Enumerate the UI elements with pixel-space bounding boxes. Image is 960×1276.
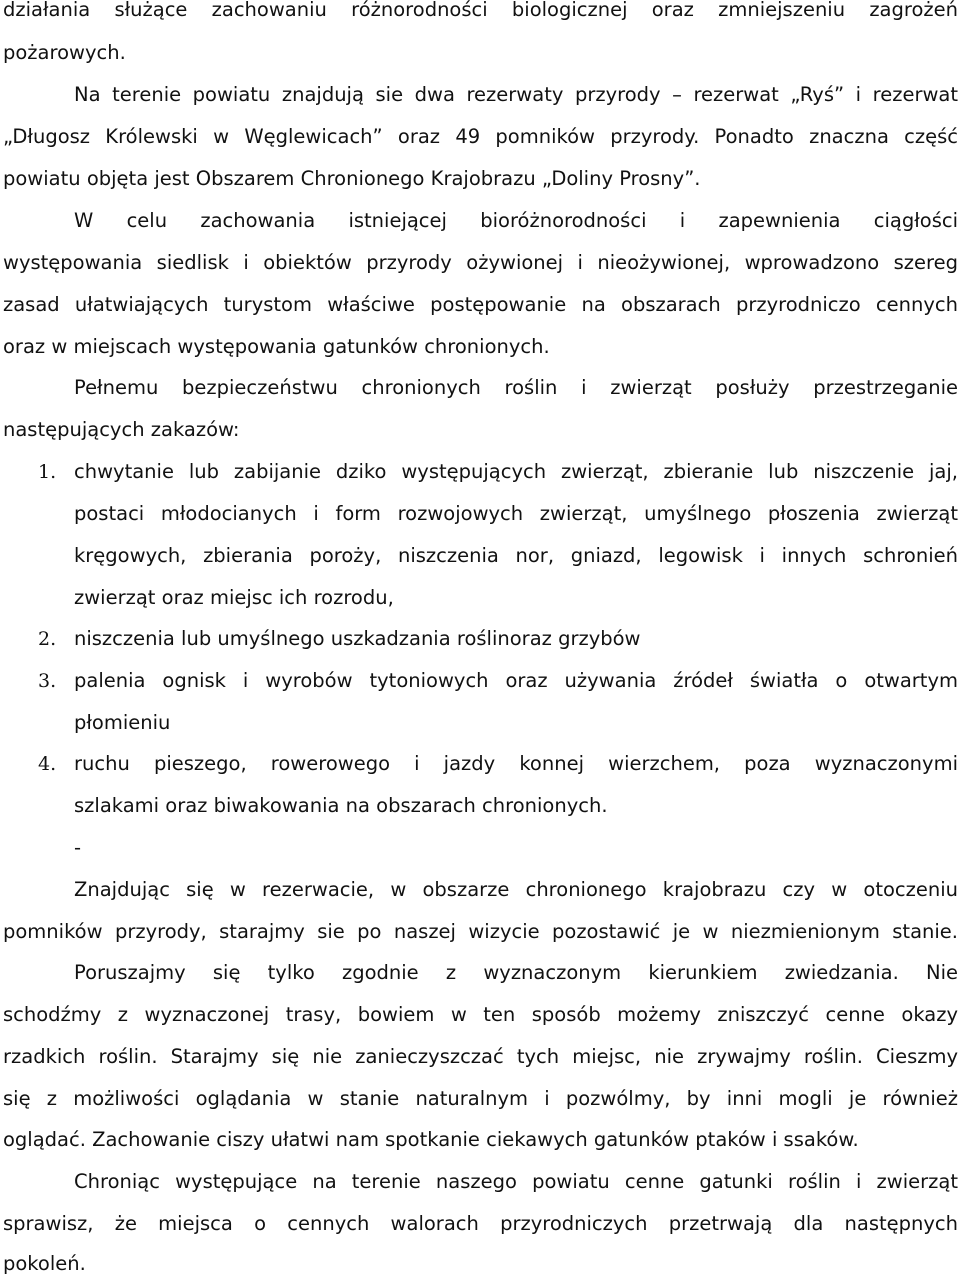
text-line: działania służące zachowaniu różnorodności biologicznej oraz zmniejszeniu zagrożeń [3,0,958,21]
text-line: Znajdując się w rezerwacie, w obszarze chronionego krajobrazu czy w otoczeniu [74,878,958,901]
list-item-text: palenia ognisk i wyrobów tytoniowych oraz używania źródeł światła o otwartym [74,669,958,692]
text-line: W celu zachowania istniejącej bioróżnorodności i zapewnienia ciągłości [74,209,958,232]
text-line: zasad ułatwiających turystom właściwe postępowanie na obszarach przyrodniczo cennych [3,293,958,316]
text-line: pokoleń. [3,1252,86,1275]
text-line: występowania siedlisk i obiektów przyrody ożywionej i nieożywionej, wprowadzono szereg [3,251,958,274]
list-item-number: 1. [38,461,57,483]
dash-separator: - [74,836,82,859]
text-line: następujących zakazów: [3,418,240,441]
text-line: Chroniąc występujące na terenie naszego powiatu cenne gatunki roślin i zwierząt [74,1170,958,1193]
list-item-text: chwytanie lub zabijanie dziko występujących zwierząt, zbieranie lub niszczenie jaj, [74,460,958,483]
list-item-text: szlakami oraz biwakowania na obszarach chronionych. [74,794,608,817]
text-line: rzadkich roślin. Starajmy się nie zanieczyszczać tych miejsc, nie zrywajmy roślin. Cieszmy [3,1045,958,1068]
list-item-text: postaci młodocianych i form rozwojowych zwierząt, umyślnego płoszenia zwierząt [74,502,958,525]
text-line: pożarowych. [3,41,126,64]
text-line: oglądać. Zachowanie ciszy ułatwi nam spotkanie ciekawych gatunków ptaków i ssaków. [3,1128,859,1151]
text-line: się z możliwości oglądania w stanie naturalnym i pozwólmy, by inni mogli je również [3,1087,958,1110]
list-item-number: 3. [38,670,57,692]
text-line: oraz w miejscach występowania gatunków chronionych. [3,335,550,358]
text-line: schodźmy z wyznaczonej trasy, bowiem w ten sposób możemy zniszczyć cenne okazy [3,1003,958,1026]
text-line: powiatu objęta jest Obszarem Chronionego Krajobrazu „Doliny Prosny”. [3,167,701,190]
list-item-number: 4. [38,753,57,775]
text-line: „Długosz Królewski w Węglewicach” oraz 49 pomników przyrody. Ponadto znaczna część [3,125,958,148]
list-item-text: ruchu pieszego, rowerowego i jazdy konnej wierzchem, poza wyznaczonymi [74,752,958,775]
list-item-text: zwierząt oraz miejsc ich rozrodu, [74,586,394,609]
text-line: pomników przyrody, starajmy sie po naszej wizycie pozostawić je w niezmienionym stanie. [3,920,958,943]
list-item-text: płomieniu [74,711,171,734]
text-line: sprawisz, że miejsca o cennych walorach przyrodniczych przetrwają dla następnych [3,1212,958,1235]
text-line: Poruszajmy się tylko zgodnie z wyznaczonym kierunkiem zwiedzania. Nie [74,961,958,984]
list-item-number: 2. [38,628,57,650]
text-line: Pełnemu bezpieczeństwu chronionych roślin i zwierząt posłuży przestrzeganie [74,376,958,399]
text-line: Na terenie powiatu znajdują sie dwa rezerwaty przyrody – rezerwat „Ryś” i rezerwat [74,83,958,106]
list-item-text: kręgowych, zbierania poroży, niszczenia nor, gniazd, legowisk i innych schronień [74,544,958,567]
list-item-text: niszczenia lub umyślnego uszkadzania roślinoraz grzybów [74,627,641,650]
